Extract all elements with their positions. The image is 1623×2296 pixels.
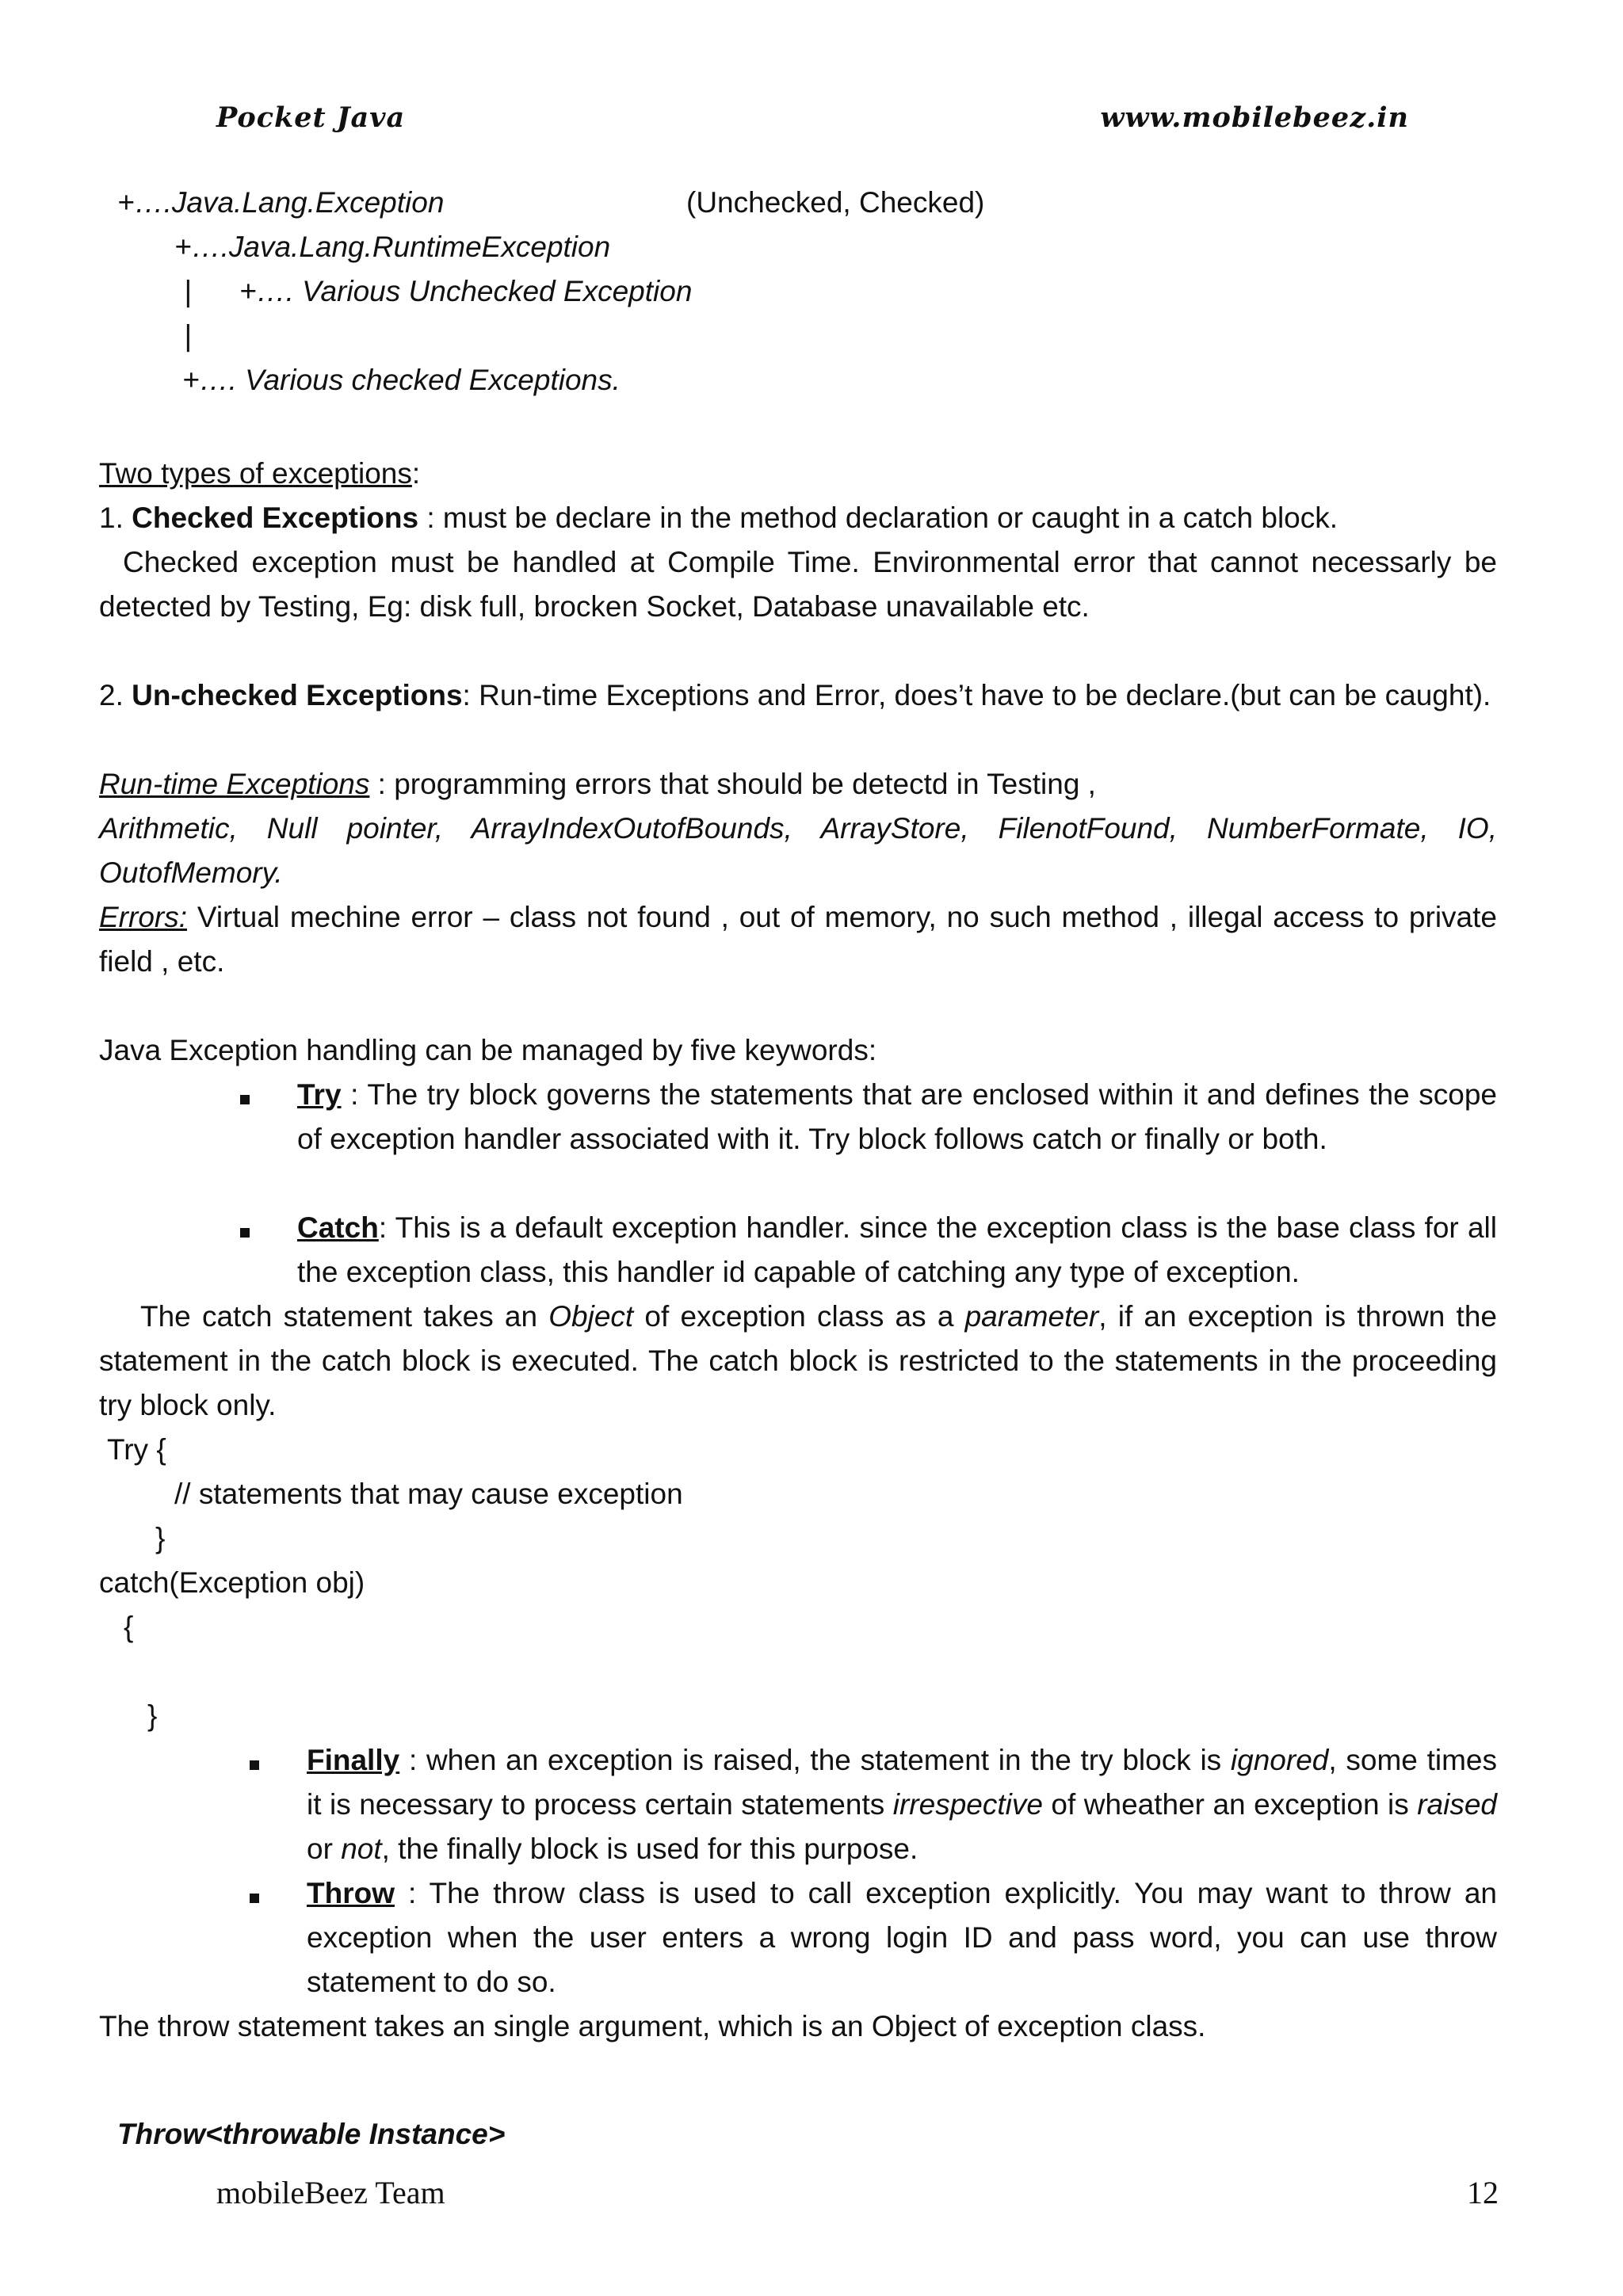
catch-text: : This is a default exception handler. since the exception class is the base class for all the exception class, this handler id capable of catching any type of exception. bbox=[297, 1211, 1497, 1288]
footer-team: mobileBeez Team bbox=[216, 2175, 445, 2210]
code-line: } bbox=[147, 1699, 158, 1732]
finally-not: not bbox=[341, 1833, 382, 1865]
bullet-icon bbox=[240, 1228, 250, 1238]
finally-irrespective: irrespective bbox=[892, 1788, 1043, 1821]
finally-text: , the finally block is used for this purpose. bbox=[381, 1833, 918, 1865]
catch-para-part: of exception class as a bbox=[633, 1300, 965, 1333]
header-title: Pocket Java bbox=[216, 101, 406, 134]
finally-description bbox=[307, 1738, 1497, 1871]
catch-para-part: The catch statement takes an bbox=[140, 1300, 549, 1333]
code-line: } bbox=[155, 1522, 166, 1554]
hierarchy-bar: | bbox=[184, 319, 192, 352]
finally-raised: raised bbox=[1417, 1788, 1498, 1821]
try-text: : The try block governs the statements that are enclosed within it and defines the scope of exception handler associated with it. Try block follows catch or finally or both. bbox=[297, 1078, 1497, 1155]
checked-label: Checked Exceptions bbox=[132, 502, 419, 534]
runtime-label: Run-time Exceptions bbox=[99, 768, 370, 800]
checked-def-text: : must be declare in the method declaration or caught in a catch block. bbox=[418, 502, 1338, 534]
types-heading bbox=[99, 452, 420, 496]
errors-def-text: Virtual mechine error – class not found , out of memory, no such method , illegal access to private field , etc. bbox=[99, 901, 1497, 978]
hierarchy-exception: +….Java.Lang.Exception bbox=[117, 186, 445, 219]
page-number: 12 bbox=[1467, 2175, 1499, 2210]
try-label: Try bbox=[297, 1078, 342, 1111]
unchecked-definition bbox=[99, 673, 1497, 718]
errors-definition bbox=[99, 895, 1497, 984]
hierarchy-exception-note: (Unchecked, Checked) bbox=[686, 186, 985, 219]
keywords-intro: Java Exception handling can be managed by five keywords: bbox=[99, 1034, 877, 1066]
unchecked-label: Un-checked Exceptions bbox=[132, 679, 463, 711]
code-line: Try { bbox=[107, 1433, 166, 1466]
hierarchy-runtime-exception: +….Java.Lang.RuntimeException bbox=[174, 231, 611, 263]
finally-text: : when an exception is raised, the statement in the try block is bbox=[399, 1744, 1231, 1776]
hierarchy-bar: | bbox=[184, 275, 192, 307]
bullet-icon bbox=[250, 1894, 259, 1903]
code-line: { bbox=[124, 1611, 134, 1643]
catch-paragraph bbox=[99, 1295, 1497, 1428]
finally-label: Finally bbox=[307, 1744, 400, 1776]
hierarchy-unchecked: +…. Various Unchecked Exception bbox=[239, 275, 693, 307]
types-heading-colon: : bbox=[411, 457, 421, 490]
runtime-list: Arithmetic, Null pointer, ArrayIndexOutofBounds, ArrayStore, FilenotFound, NumberFormate, IO, OutofMemory. bbox=[99, 812, 1497, 889]
runtime-def-text: : programming errors that should be detectd in Testing , bbox=[369, 768, 1096, 800]
catch-para-part: , if an exception is thrown the statement in the catch block is executed. The catch block is restricted to the statements in the proceeding try block only. bbox=[99, 1300, 1497, 1421]
unchecked-def-text: : Run-time Exceptions and Error, does’t have to be declare.(but can be caught). bbox=[462, 679, 1491, 711]
throw-description bbox=[307, 1871, 1497, 2004]
bullet-icon bbox=[240, 1095, 250, 1104]
unchecked-number: 2. bbox=[99, 679, 132, 711]
hierarchy-checked: +…. Various checked Exceptions. bbox=[182, 364, 621, 396]
finally-text: of wheather an exception is bbox=[1042, 1788, 1418, 1821]
throw-argument-line: The throw statement takes an single argument, which is an Object of exception class. bbox=[99, 2010, 1206, 2042]
catch-label: Catch bbox=[297, 1211, 379, 1244]
finally-ignored: ignored bbox=[1230, 1744, 1329, 1776]
finally-text: or bbox=[307, 1833, 342, 1865]
types-heading-text: Two types of exceptions bbox=[99, 457, 412, 490]
runtime-definition bbox=[99, 762, 1096, 807]
try-description bbox=[297, 1073, 1497, 1161]
code-line: catch(Exception obj) bbox=[99, 1566, 365, 1599]
catch-para-object: Object bbox=[548, 1300, 634, 1333]
checked-number: 1. bbox=[99, 502, 132, 534]
checked-definition bbox=[99, 496, 1338, 540]
finally-text: , some times it is necessary to process certain statements bbox=[307, 1744, 1497, 1821]
bullet-icon bbox=[250, 1760, 259, 1770]
catch-description bbox=[297, 1206, 1497, 1295]
throw-syntax: Throw<throwable Instance> bbox=[117, 2118, 506, 2150]
checked-detail: Checked exception must be handled at Compile Time. Environmental error that cannot necessarly be detected by Testing, Eg: disk full, brocken Socket, Database unavailable etc. bbox=[99, 546, 1497, 623]
throw-label: Throw bbox=[307, 1877, 395, 1909]
throw-text: : The throw class is used to call exception explicitly. You may want to throw an exception when the user enters a wrong login ID and pass word, you can use throw statement to do so. bbox=[307, 1877, 1497, 1998]
errors-label: Errors: bbox=[99, 901, 187, 933]
code-comment: // statements that may cause exception bbox=[174, 1478, 683, 1510]
header-website: www.mobilebeez.in bbox=[1100, 101, 1409, 134]
catch-para-parameter: parameter bbox=[964, 1300, 1099, 1333]
